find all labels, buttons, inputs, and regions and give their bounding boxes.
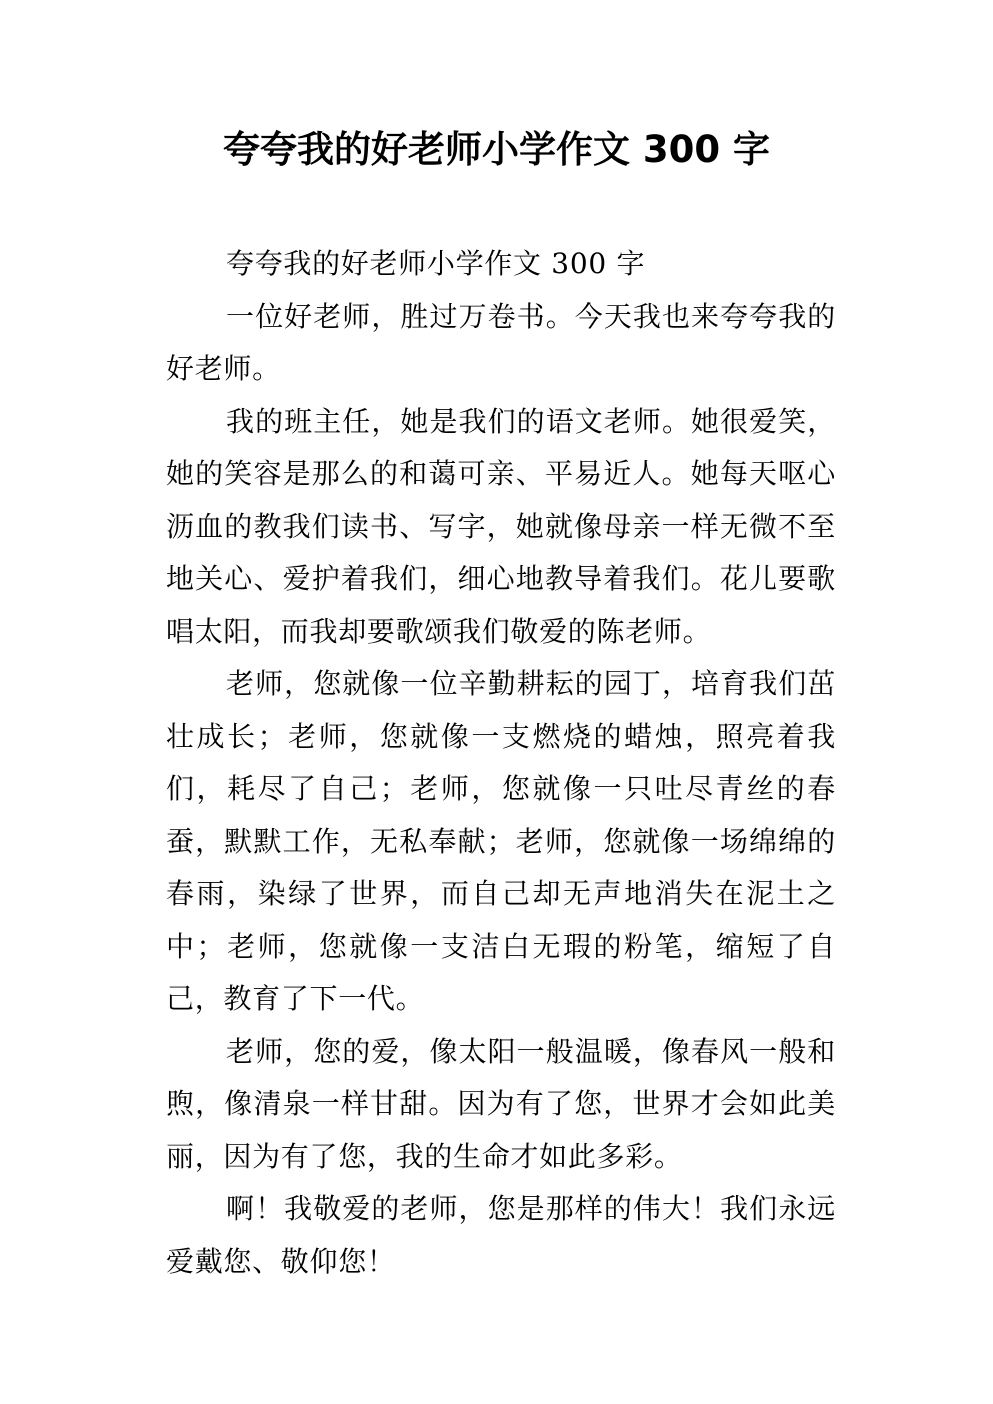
paragraph-love: 老师，您的爱，像太阳一般温暖，像春风一般和煦，像清泉一样甘甜。因为有了您，世界才会如此美丽，因为有了您，我的生命才如此多彩。 bbox=[166, 1034, 836, 1173]
paragraph-intro: 一位好老师，胜过万卷书。今天我也来夸夸我的好老师。 bbox=[166, 299, 836, 385]
paragraph-metaphors: 老师，您就像一位辛勤耕耘的园丁，培育我们茁壮成长；老师，您就像一支燃烧的蜡烛，照亮着我们，耗尽了自己；老师，您就像一只吐尽青丝的春蚕，默默工作，无私奉献；老师，您就像一场绵绵的春雨，染绿了世界，而自己却无声地消失在泥土之中；老师，您就像一支洁白无瑕的粉笔，缩短了自己，教育了下一代。 bbox=[166, 667, 836, 1015]
paragraph-closing: 啊！我敬爱的老师，您是那样的伟大！我们永远爱戴您、敬仰您！ bbox=[166, 1192, 836, 1278]
paragraph-class-teacher: 我的班主任，她是我们的语文老师。她很爱笑，她的笑容是那么的和蔼可亲、平易近人。她每天呕心沥血的教我们读书、写字，她就像母亲一样无微不至地关心、爱护着我们，细心地教导着我们。花儿要歌唱太阳，而我却要歌颂我们敬爱的陈老师。 bbox=[166, 404, 836, 648]
document-body bbox=[166, 238, 836, 1288]
document-title: 夸夸我的好老师小学作文 300 字 bbox=[223, 128, 770, 171]
paragraph-heading: 夸夸我的好老师小学作文 300 字 bbox=[226, 247, 646, 280]
